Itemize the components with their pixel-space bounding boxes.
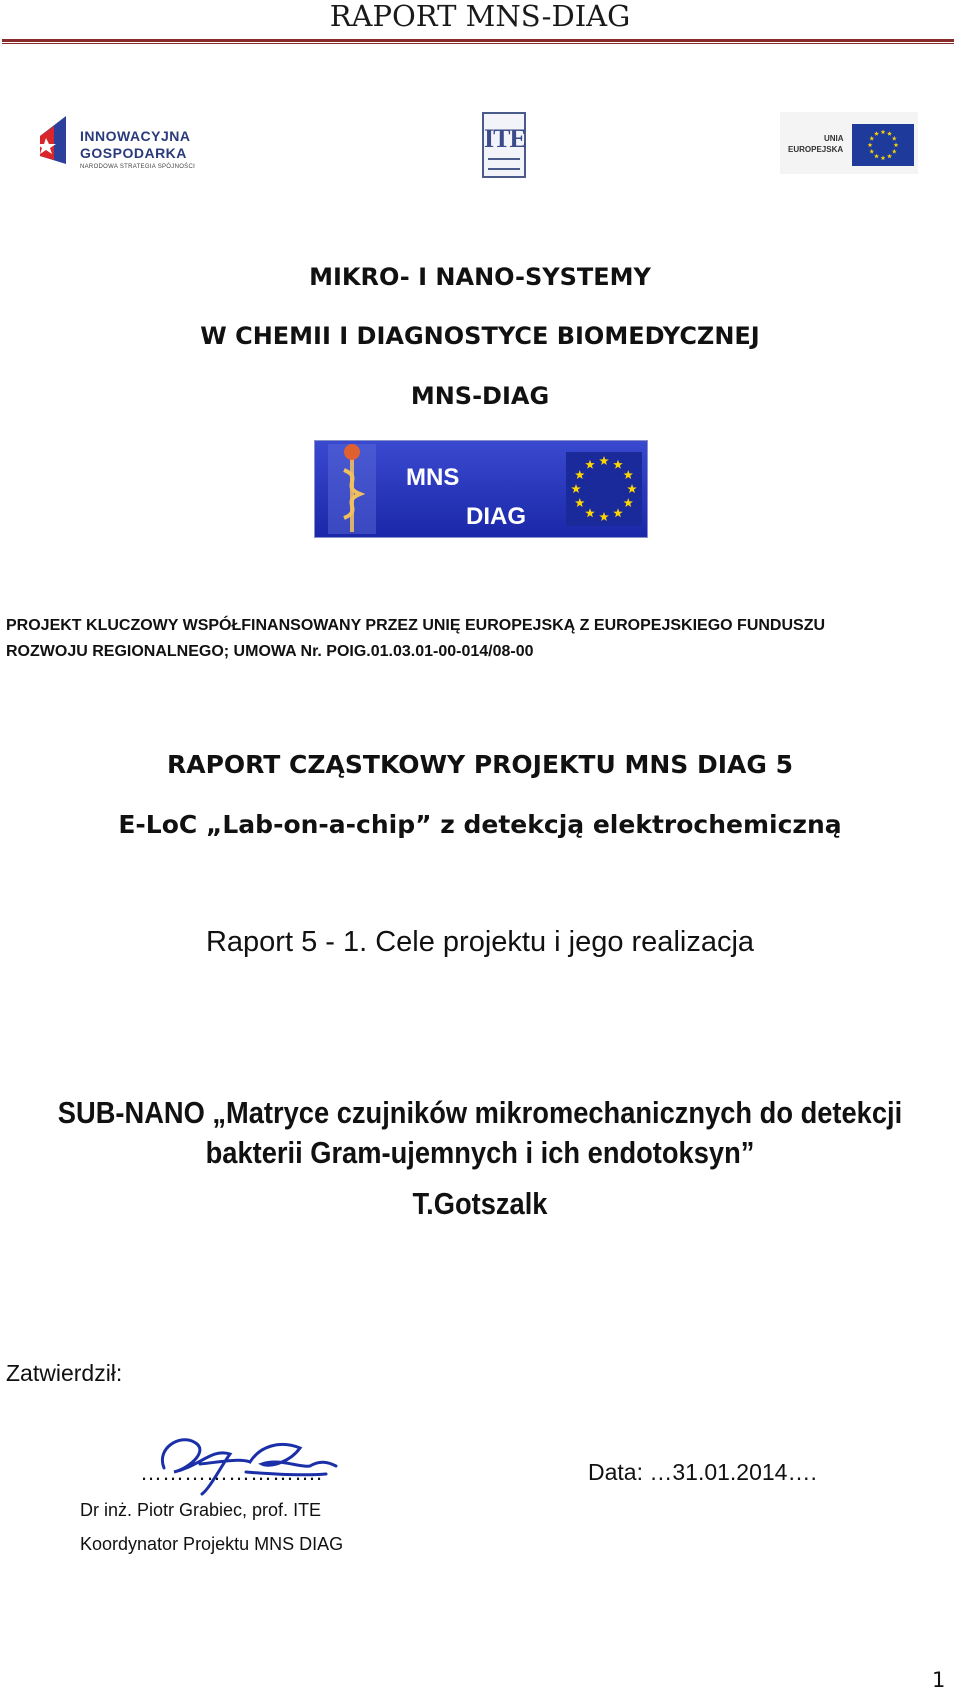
report-author: T.Gotszalk (412, 1186, 548, 1221)
header-rule (2, 39, 954, 42)
approval-date: Data: …31.01.2014…. (588, 1459, 817, 1485)
innowacyjna-line1: INNOWACYJNA (80, 128, 191, 144)
approver-role: Koordynator Projektu MNS DIAG (80, 1534, 344, 1554)
ite-logo (482, 112, 526, 178)
approved-label: Zatwierdził: (6, 1360, 123, 1386)
mns-diag-banner (314, 440, 648, 538)
title-line-2: W CHEMII I DIAGNOSTYCE BIOMEDYCZNEJ (200, 322, 760, 350)
ite-logo-text: ITE (484, 124, 526, 153)
ite-logo-bars (488, 158, 520, 170)
title-line-1: MIKRO- I NANO-SYSTEMY (309, 263, 651, 291)
signature-dots: ……………………. (140, 1460, 323, 1485)
subnano-title-line-1: SUB-NANO „Matryce czujników mikromechanicznych do detekcji (57, 1095, 903, 1130)
eu-flag-icon (852, 124, 914, 166)
page-number: 1 (932, 1668, 946, 1692)
project-line-2: ROZWOJU REGIONALNEGO; UMOWA Nr. POIG.01.03.01-00-014/08-00 (6, 643, 534, 660)
innowacyjna-line2: GOSPODARKA (80, 145, 187, 161)
unia-europejska-logo (780, 112, 918, 174)
svg-text:MNS: MNS (406, 464, 460, 491)
report-subheading: E-LoC „Lab-on-a-chip” z detekcją elektrochemiczną (118, 810, 842, 839)
report-heading: RAPORT CZĄSTKOWY PROJEKTU MNS DIAG 5 (167, 750, 793, 779)
mns-diag-banner-image (314, 440, 648, 538)
ue-line1: UNIA (824, 134, 844, 143)
subnano-title-line-2: bakterii Gram-ujemnych i ich endotoksyn” (205, 1135, 755, 1170)
page-header-title: RAPORT MNS-DIAG (329, 0, 631, 33)
innowacyjna-line3: NARODOWA STRATEGIA SPÓJNOŚCI (80, 164, 196, 170)
ue-line2: EUROPEJSKA (788, 145, 844, 154)
innowacyjna-gospodarka-logo (36, 110, 226, 176)
approver-name: Dr inż. Piotr Grabiec, prof. ITE (80, 1500, 322, 1520)
project-line-1: PROJEKT KLUCZOWY WSPÓŁFINANSOWANY PRZEZ UNIĘ EUROPEJSKĄ Z EUROPEJSKIEGO FUNDUSZU (6, 617, 826, 634)
header-rule-thin (2, 43, 954, 44)
title-line-3: MNS-DIAG (410, 382, 550, 410)
innowacyjna-mark-icon (36, 114, 72, 168)
report-section-title: Raport 5 - 1. Cele projektu i jego realizacja (205, 926, 755, 958)
svg-text:DIAG: DIAG (466, 503, 526, 530)
